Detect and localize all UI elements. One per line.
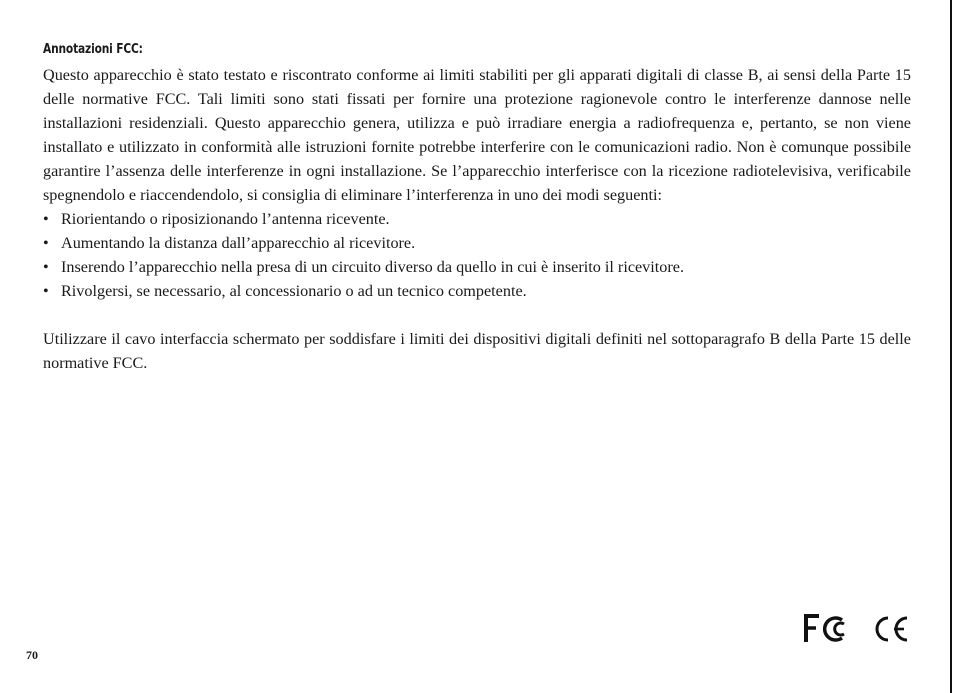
certification-logos xyxy=(802,610,912,646)
bullet-icon: • xyxy=(43,258,49,276)
closing-paragraph: Utilizzare il cavo interfaccia schermato per soddisfare i limiti dei dispositivi digitali definiti nel sottoparagrafo B della Parte 15 delle normative FCC. xyxy=(43,330,911,372)
page-edge-rule xyxy=(950,0,952,693)
section-heading: Annotazioni FCC: xyxy=(43,42,143,57)
list-item-text: Riorientando o riposizionando l’antenna ricevente. xyxy=(61,210,390,228)
list-item-text: Rivolgersi, se necessario, al concessionario o ad un tecnico competente. xyxy=(61,282,527,300)
bullet-icon: • xyxy=(43,210,49,228)
bullet-icon: • xyxy=(43,234,49,252)
list-item xyxy=(43,279,911,303)
fcc-logo-icon xyxy=(806,616,844,642)
page-number: 70 xyxy=(26,648,38,662)
list-item xyxy=(43,231,911,255)
paragraph-spacer xyxy=(43,303,911,327)
list-item-text: Aumentando la distanza dall’apparecchio al ricevitore. xyxy=(61,234,416,252)
remedy-list xyxy=(43,207,911,303)
fcc-notice-section xyxy=(43,40,911,375)
intro-paragraph: Questo apparecchio è stato testato e riscontrato conforme ai limiti stabiliti per gli apparati digitali di classe B, ai sensi della Parte 15 delle normative FCC. Tali limiti sono stati fissati per fornire una protezione ragionevole contro le interferenze dannose nelle installazioni residenziali. Questo apparecchio genera, utilizza e può irradiare energia a radiofrequenza e, pertanto, se non viene installato e utilizzato in conformità alle istruzioni fornite potrebbe interferire con le comunicazioni radio. Non è comunque possibile garantire l’assenza delle interferenze in ogni installazione. Se l’apparecchio interferisce con la ricezione radiotelevisiva, verificabile spegnendolo e riaccendendolo, si consiglia di eliminare l’interferenza in uno dei modi seguenti: xyxy=(43,66,911,204)
bullet-icon: • xyxy=(43,282,49,300)
ce-mark-icon xyxy=(877,618,907,640)
list-item-text: Inserendo l’apparecchio nella presa di un circuito diverso da quello in cui è inserito il ricevitore. xyxy=(61,258,684,276)
list-item xyxy=(43,255,911,279)
list-item xyxy=(43,207,911,231)
